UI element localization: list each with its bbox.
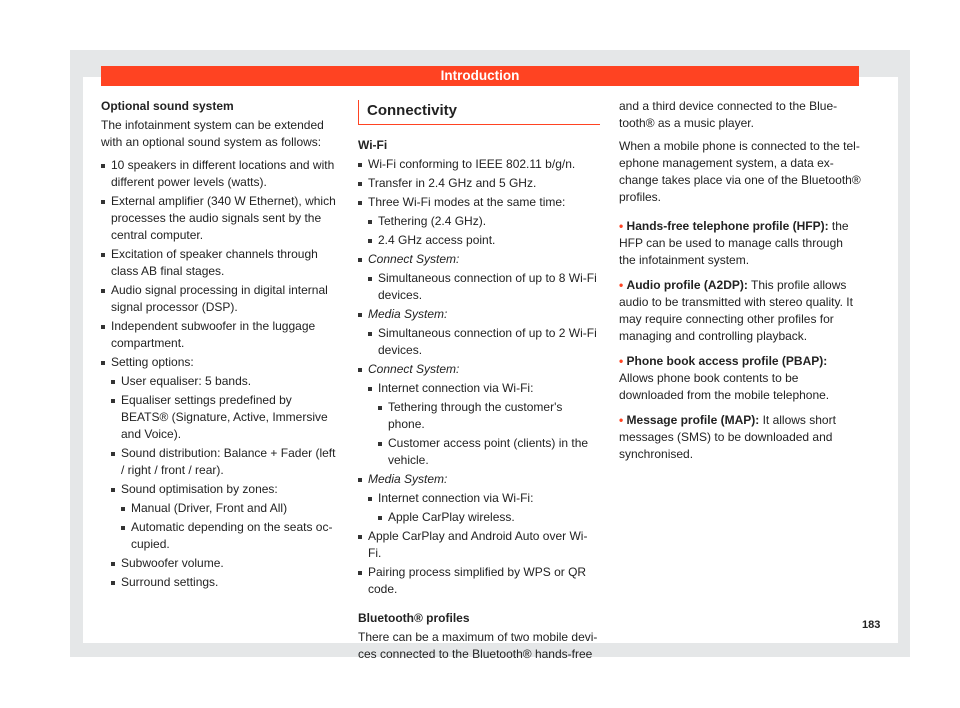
right-column xyxy=(619,98,862,471)
bluetooth-intro: There can be a maximum of two mobile devi-ces connected to the Bluetooth® hands-free xyxy=(358,630,598,661)
chapter-header: Introduction xyxy=(101,66,859,86)
list-item: Equaliser settings predefined by BEATS® (Signature, Active, Immersive and Voice). xyxy=(111,392,336,443)
profile-map xyxy=(619,412,862,463)
list-item xyxy=(111,481,336,553)
list-item: Sound distribution: Balance + Fader (left / right / front / rear). xyxy=(111,445,336,479)
intro: The infotainment system can be extended with an optional sound system as follows: xyxy=(101,118,324,149)
list-item: Wi-Fi conforming to IEEE 802.11 b/g/n. xyxy=(358,156,600,173)
page-number: 183 xyxy=(862,619,881,631)
list-item xyxy=(101,354,336,591)
profile-a2dp xyxy=(619,277,862,345)
section-title: Connectivity xyxy=(358,100,600,125)
list-item: Customer access point (clients) in the vehicle. xyxy=(378,435,600,469)
bullet-icon: • xyxy=(619,413,624,427)
profiles-paragraph: When a mobile phone is connected to the tel-ephone management system, a data ex-change takes place via one of the Bluetooth® profiles. xyxy=(619,139,861,204)
profile-pbap xyxy=(619,353,862,404)
list-item: Surround settings. xyxy=(111,574,336,591)
bullet-icon: • xyxy=(619,278,624,292)
profile-label: Message profile (MAP): xyxy=(626,413,760,427)
list-item xyxy=(358,361,600,469)
list-item xyxy=(358,306,600,359)
list-text: Connect System: xyxy=(368,362,460,376)
profile-text: the HFP can be used to manage calls through the infotainment system. xyxy=(619,219,849,267)
list-item: Independent subwoofer in the luggage compartment. xyxy=(101,318,336,352)
list-text: Setting options: xyxy=(111,355,194,369)
bullet-icon: • xyxy=(619,354,624,368)
list-text: Three Wi-Fi modes at the same time: xyxy=(368,195,566,209)
heading-optional-sound: Optional sound system xyxy=(101,99,234,113)
bullet-icon: • xyxy=(619,219,624,233)
list-text: Sound optimisation by zones: xyxy=(121,482,278,496)
profile-label: Hands-free telephone profile (HFP): xyxy=(626,219,829,233)
list-item xyxy=(358,251,600,304)
list-item: 2.4 GHz access point. xyxy=(368,232,600,249)
list-item: External amplifier (340 W Ethernet), which processes the audio signals sent by the central computer. xyxy=(101,193,336,244)
list-item xyxy=(358,471,600,526)
list-text: Internet connection via Wi-Fi: xyxy=(378,491,534,505)
list-text: Media System: xyxy=(368,472,448,486)
list-item: Subwoofer volume. xyxy=(111,555,336,572)
list-item: Simultaneous connection of up to 8 Wi-Fi devices. xyxy=(368,270,600,304)
list-item: Tethering (2.4 GHz). xyxy=(368,213,600,230)
list-text: Connect System: xyxy=(368,252,460,266)
list-item xyxy=(368,490,600,526)
list-item: Apple CarPlay and Android Auto over Wi-Fi. xyxy=(358,528,600,562)
profile-text: Allows phone book contents to be downloaded from the mobile telephone. xyxy=(619,371,830,402)
list-item: Tethering through the customer's phone. xyxy=(378,399,600,433)
list-item: Automatic depending on the seats oc-cupied. xyxy=(121,519,336,553)
continued-text: and a third device connected to the Blue-tooth® as a music player. xyxy=(619,99,838,130)
list-item: Apple CarPlay wireless. xyxy=(378,509,600,526)
list-item: 10 speakers in different locations and with different power levels (watts). xyxy=(101,157,336,191)
list-item: Manual (Driver, Front and All) xyxy=(121,500,336,517)
list-text: Media System: xyxy=(368,307,448,321)
profile-text: It allows short messages (SMS) to be downloaded and synchronised. xyxy=(619,413,836,461)
list-item: Audio signal processing in digital internal signal processor (DSP). xyxy=(101,282,336,316)
list-item xyxy=(368,380,600,469)
profile-label: Audio profile (A2DP): xyxy=(626,278,748,292)
list-text: Internet connection via Wi-Fi: xyxy=(378,381,534,395)
wifi-list xyxy=(358,156,600,598)
profile-hfp xyxy=(619,218,862,269)
list-item: User equaliser: 5 bands. xyxy=(111,373,336,390)
list-item: Simultaneous connection of up to 2 Wi-Fi devices. xyxy=(368,325,600,359)
wifi-heading: Wi-Fi xyxy=(358,138,388,152)
profile-label: Phone book access profile (PBAP): xyxy=(626,354,828,368)
list-item: Pairing process simplified by WPS or QR code. xyxy=(358,564,600,598)
left-column xyxy=(101,98,336,593)
list-item: Transfer in 2.4 GHz and 5 GHz. xyxy=(358,175,600,192)
bluetooth-heading: Bluetooth® profiles xyxy=(358,611,470,625)
profile-text: This profile allows audio to be transmitted with stereo quality. It may require connecting other profiles for managing and controlling playback. xyxy=(619,278,853,343)
sound-list xyxy=(101,157,336,591)
list-item xyxy=(358,194,600,249)
middle-column xyxy=(358,98,600,669)
list-item: Excitation of speaker channels through class AB final stages. xyxy=(101,246,336,280)
